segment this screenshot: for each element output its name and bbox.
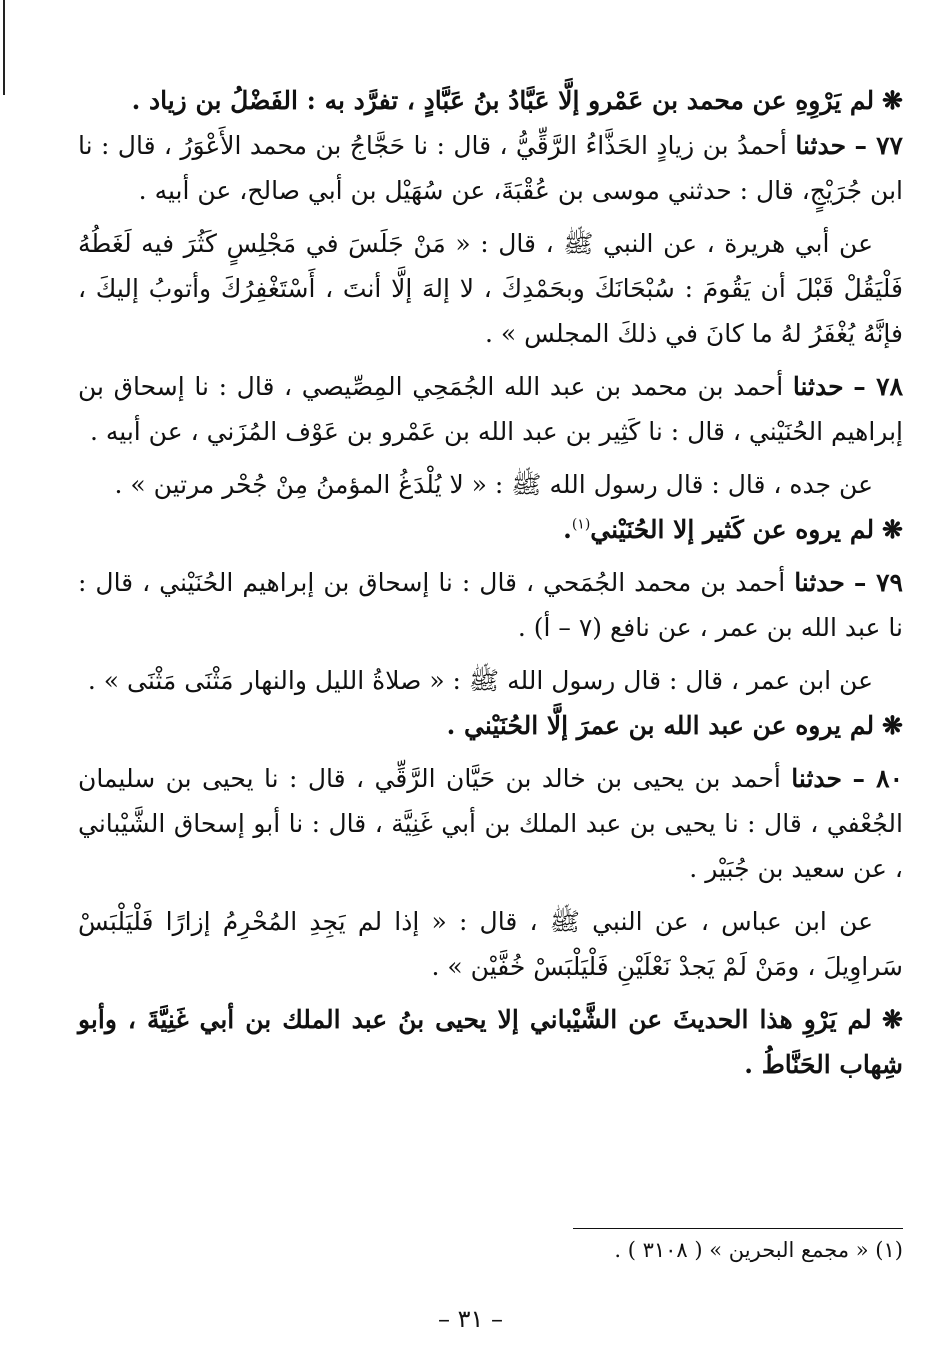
hadith-79-text: عن ابن عمر ، قال : قال رسول الله ﷺ : « صلاةُ الليل والنهار مَثْنَى مَثْنَى » .: [87, 666, 873, 695]
note-text: لم يَرْوِ هذا الحديثَ عن الشَّيْباني إلا يحيى بنُ عبد الملك بن أبي غَنِيَّةَ ، وأبو شِهاب الحَنَّاطُ .: [78, 1005, 903, 1079]
hadith-80-text: عن ابن عباس ، عن النبي ﷺ ، قال : « إذا لم يَجِدِ المُحْرِمُ إزارًا فَلْيَلْبَسْ سَراوِيلَ ، ومَنْ لَمْ يَجدْ نَعْلَيْنِ فَلْيَلْبَسْ خُفَّيْن » .: [78, 907, 903, 981]
chain-text: أحمد بن محمد الجُمَحي ، قال : نا إسحاق بن إبراهيم الحُنَيْني ، قال : نا عبد الله بن عمر ، عن نافع (٧ – أ) .: [78, 568, 903, 642]
scan-edge-mark: [3, 0, 5, 95]
hadith-79-chain: [78, 560, 903, 650]
haddathana-label: حدثنا: [795, 131, 847, 160]
star-icon: ❋: [882, 1005, 903, 1034]
hadith-78-chain: [78, 364, 903, 454]
note-end: .: [563, 515, 572, 544]
note-text: لم يروه عن عبد الله بن عمرَ إلَّا الحُنَيْني .: [446, 711, 875, 740]
page-body: [78, 78, 903, 1087]
hadith-number: ٨٠ –: [852, 764, 903, 793]
hadith-77-chain: [78, 123, 903, 213]
haddathana-label: حدثنا: [791, 764, 842, 793]
note-text: لم يَرْوِهِ عن محمد بن عَمْرو إلَّا عَبَّادُ بنُ عَبَّادٍ ، تفرَّد به : الفَضْلُ بن زياد .: [131, 86, 875, 115]
page-number: – ٣١ –: [437, 1305, 504, 1333]
note-text: لم يروه عن كَثير إلا الحُنَيْني: [590, 515, 875, 544]
star-icon: ❋: [882, 515, 903, 544]
note-80: [78, 997, 903, 1087]
chain-text: أحمد بن يحيى بن خالد بن حَيَّان الرَّقِّي ، قال : نا يحيى بن سليمان الجُعْفي ، قال : نا يحيى بن عبد الملك بن أبي غَنِيَّة ، قال : نا أبو إسحاق الشَّيْباني ، عن سعيد بن جُبَيْر .: [78, 764, 903, 883]
note-78: [78, 507, 903, 552]
hadith-77-text: عن أبي هريرة ، عن النبي ﷺ ، قال : « مَنْ جَلَسَ في مَجْلِسٍ كَثُرَ فيه لَغَطُهُ فَلْيَقُلْ قَبْلَ أن يَقُومَ : سُبْحَانَكَ وبحَمْدِكَ ، لا إلهَ إلَّا أنتَ ، أَسْتَغْفِرُكَ وأتوبُ إليكَ ، فإنَّهُ يُغْفَرُ لهُ ما كانَ في ذلكَ المجلس » .: [78, 229, 903, 348]
star-icon: ❋: [882, 86, 903, 115]
note-76: [78, 78, 903, 123]
footnote-divider: [573, 1228, 903, 1229]
haddathana-label: حدثنا: [792, 372, 844, 401]
chain-text: أحمد بن محمد بن عبد الله الجُمَحِي المِصِّيصي ، قال : نا إسحاق بن إبراهيم الحُنَيْني ، قال : نا كَثِير بن عبد الله بن عَمْرو بن عَوْف المُزَني ، عن أبيه .: [78, 372, 903, 446]
footnote: (١) « مجمع البحرين » ( ٣١٠٨ ) .: [614, 1238, 903, 1262]
footnote-ref: (١): [571, 516, 591, 533]
hadith-number: ٧٧ –: [854, 131, 903, 160]
note-79: [78, 703, 903, 748]
hadith-78-text: عن جده ، قال : قال رسول الله ﷺ : « لا يُلْدَغُ المؤمنُ مِنْ جُحْر مرتين » .: [114, 470, 873, 499]
hadith-80-chain: [78, 756, 903, 891]
star-icon: ❋: [882, 711, 903, 740]
hadith-number: ٧٨ –: [853, 372, 903, 401]
haddathana-label: حدثنا: [794, 568, 845, 597]
hadith-number: ٧٩ –: [853, 568, 903, 597]
chain-text: أحمدُ بن زيادٍ الحَذَّاءُ الرَّقِّيُّ ، قال : نا حَجَّاجُ بن محمد الأَعْوَرُ ، قال : نا ابن جُرَيْجٍ، قال : حدثني موسى بن عُقْبَةَ، عن سُهَيْل بن أبي صالح، عن أبيه .: [78, 131, 903, 205]
